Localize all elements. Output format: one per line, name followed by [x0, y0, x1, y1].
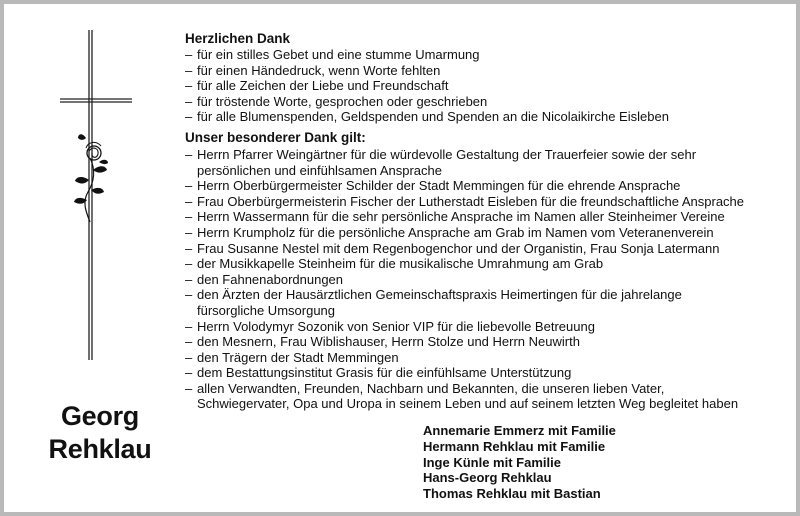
- signers-list: [423, 423, 616, 502]
- list-item: – der Musikkapelle Steinheim für die musikalische Umrahmung am Grab: [185, 256, 604, 272]
- list-item: – den Ärzten der Hausärztlichen Gemeinschaftspraxis Heimertingen für die jahrelange fürsorgliche Umsorgung: [185, 287, 682, 318]
- list-item: – den Mesnern, Frau Wiblishauser, Herrn Stolze und Herrn Neuwirth: [185, 334, 580, 350]
- list-item: – Herrn Wassermann für die sehr persönliche Ansprache im Namen aller Steinheimer Vereine: [185, 209, 725, 225]
- list-item: – allen Verwandten, Freunden, Nachbarn und Bekannten, die unseren lieben Vater, Schwiegervater, Opa und Uropa in seinem Leben und auf seinem letzten Weg begleitet haben: [185, 380, 739, 412]
- list-item: – für ein stilles Gebet und eine stumme Umarmung: [185, 47, 480, 62]
- list-item: – Frau Susanne Nestel mit dem Regenbogenchor und der Organistin, Frau Sonja Latermann: [185, 240, 720, 256]
- signer: Annemarie Emmerz mit Familie: [423, 423, 616, 438]
- list-item: – dem Bestattungsinstitut Grasis für die einfühlsame Unterstützung: [185, 365, 572, 381]
- deceased-name: [22, 400, 178, 466]
- signer: Hermann Rehklau mit Familie: [423, 438, 606, 454]
- special-thanks-list: [185, 147, 785, 412]
- list-item: – für tröstende Worte, gesprochen oder geschrieben: [185, 93, 488, 109]
- signer: Thomas Rehklau mit Bastian: [423, 486, 601, 502]
- list-item: – für alle Zeichen der Liebe und Freundschaft: [185, 78, 449, 94]
- list-item: – Herrn Volodymyr Sozonik von Senior VIP für die liebevolle Betreuung: [185, 318, 595, 334]
- deceased-first-name: Georg: [60, 401, 139, 431]
- deceased-last-name: Rehklau: [48, 434, 152, 464]
- section-heading-thanks: Herzlichen Dank: [185, 31, 291, 46]
- signer: Inge Künle mit Familie: [423, 454, 561, 470]
- list-item: – für einen Händedruck, wenn Worte fehlten: [185, 62, 441, 78]
- list-item: – den Trägern der Stadt Memmingen: [185, 349, 399, 365]
- list-item: – Frau Oberbürgermeisterin Fischer der Lutherstadt Eisleben für die freundschaftliche Ansprache: [185, 193, 745, 209]
- thanks-list: [185, 47, 785, 125]
- list-item: – Herrn Oberbürgermeister Schilder der Stadt Memmingen für die ehrende Ansprache: [185, 178, 681, 194]
- list-item: – Herrn Pfarrer Weingärtner für die würdevolle Gestaltung der Trauerfeier sowie der sehr persönlichen und einfühlsamen Ansprache: [185, 146, 697, 178]
- section-heading-special-thanks: Unser besonderer Dank gilt:: [185, 129, 366, 145]
- thank-you-text: [185, 30, 785, 412]
- signer: Hans-Georg Rehklau: [423, 470, 552, 486]
- list-item: – Herrn Krumpholz für die persönliche Ansprache am Grab im Namen vom Veteranenverein: [185, 224, 714, 240]
- list-item: – für alle Blumenspenden, Geldspenden und Spenden an die Nicolaikirche Eisleben: [185, 109, 669, 125]
- list-item: – den Fahnenabordnungen: [185, 271, 344, 287]
- cross-with-rose-icon: [60, 30, 140, 360]
